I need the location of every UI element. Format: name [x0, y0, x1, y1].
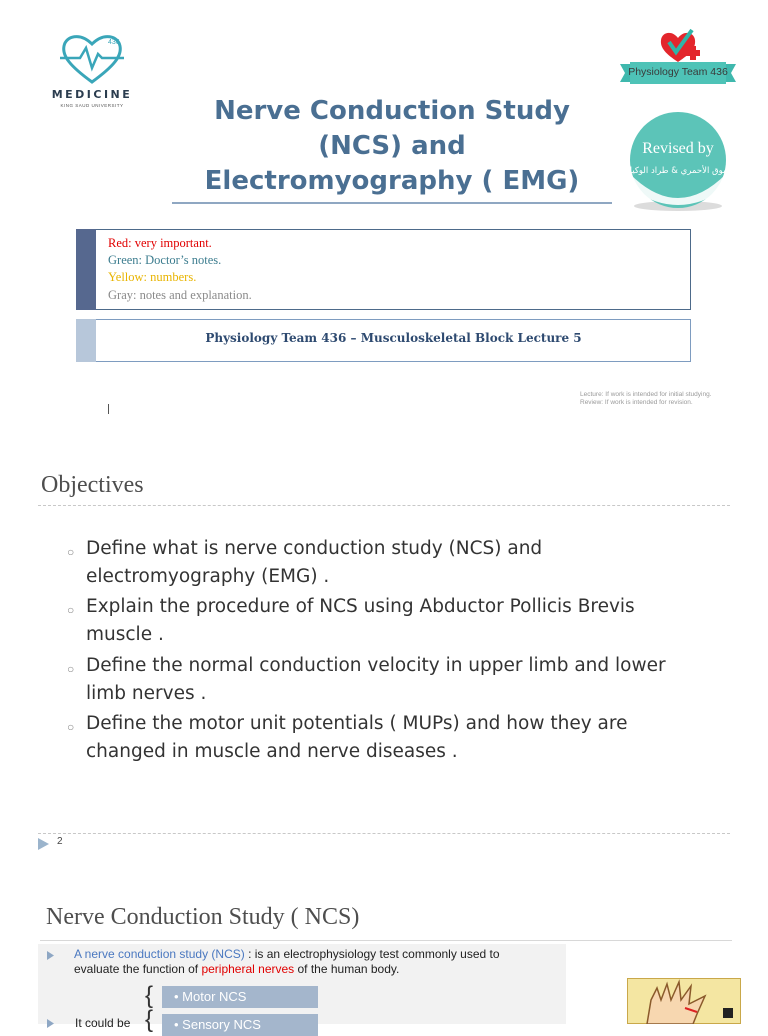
dashed-divider	[38, 833, 730, 834]
legend-green: Green: Doctor’s notes.	[108, 253, 222, 267]
peripheral-nerves-highlight: peripheral nerves	[201, 962, 295, 976]
objectives-heading: Objectives	[41, 472, 144, 498]
ncs-definition	[74, 947, 558, 977]
title-line-1: Nerve Conduction Study	[214, 96, 570, 126]
medicine-logo	[40, 28, 144, 120]
legend-gray: Gray: notes and explanation.	[108, 288, 252, 302]
objective-line: electromyography (EMG) .	[86, 566, 330, 587]
heart-check-icon	[620, 22, 736, 66]
objective-line: Define the normal conduction velocity in upper limb and lower	[86, 655, 666, 676]
lecture-accent-bar	[76, 319, 96, 362]
revised-by-badge	[622, 110, 738, 214]
ncs-heading: Nerve Conduction Study ( NCS)	[46, 904, 360, 930]
logo-university: KING SAUD UNIVERSITY	[60, 103, 124, 108]
objective-line: muscle .	[86, 624, 164, 645]
sensory-ncs-item: • Sensory NCS	[162, 1014, 318, 1036]
objective-item	[86, 652, 686, 708]
revised-circle-icon	[622, 110, 738, 214]
title-line-3: Electromyography ( EMG)	[204, 166, 580, 196]
dashed-divider	[38, 505, 730, 506]
title-line-2: (NCS) and	[318, 131, 466, 161]
objective-line: Define what is nerve conduction study (NCS) and	[86, 538, 543, 559]
objective-line: Explain the procedure of NCS using Abductor Pollicis Brevis	[86, 596, 635, 617]
objective-item	[86, 535, 686, 591]
definition-text: evaluate the function of	[74, 962, 202, 976]
hand-illustration-icon	[627, 978, 741, 1024]
text-cursor	[108, 404, 109, 414]
bullet-icon: ○	[67, 603, 75, 617]
objective-line: limb nerves .	[86, 683, 207, 704]
bullet-icon: ○	[67, 662, 75, 676]
objective-item	[86, 593, 686, 649]
slide-arrow-icon	[38, 837, 50, 851]
logo-number: 436	[108, 39, 120, 46]
title-divider	[172, 202, 612, 204]
note-review: Review: If work is intended for revision.	[580, 399, 693, 406]
motor-ncs-item: • Motor NCS	[162, 986, 318, 1008]
badge-text: Physiology Team 436	[628, 66, 728, 78]
definition-text: : is an electrophysiology test commonly used to	[248, 947, 500, 961]
slide-number: 2	[57, 836, 63, 847]
bullet-icon: ○	[67, 545, 75, 559]
legend-yellow: Yellow: numbers.	[108, 270, 197, 284]
team-badge	[620, 22, 736, 92]
could-be-label: It could be	[75, 1016, 131, 1030]
objective-item	[86, 710, 686, 766]
lecture-title: Physiology Team 436 – Musculoskeletal Block Lecture 5	[205, 331, 582, 345]
legend-red: Red: very important.	[108, 236, 212, 250]
heart-pulse-icon	[40, 28, 144, 88]
bullet-icon: ○	[67, 720, 75, 734]
brace-icon: {	[145, 1006, 154, 1033]
heading-divider	[40, 940, 732, 941]
page-title	[170, 94, 614, 199]
legend-accent-bar	[76, 229, 96, 310]
bullet-arrow-icon	[47, 951, 55, 960]
objective-line: changed in muscle and nerve diseases .	[86, 741, 458, 762]
objective-line: Define the motor unit potentials ( MUPs) and how they are	[86, 713, 628, 734]
logo-word: MEDICINE	[51, 88, 133, 101]
brace-icon: {	[145, 982, 154, 1009]
revised-label: Revised by	[642, 140, 714, 157]
revised-names: شوق الأحمري & طراد الوكيل	[625, 166, 731, 176]
note-lecture: Lecture: If work is intended for initial studying.	[580, 391, 712, 398]
ncs-term: A nerve conduction study (NCS)	[74, 947, 249, 961]
definition-text: of the human body.	[294, 962, 400, 976]
